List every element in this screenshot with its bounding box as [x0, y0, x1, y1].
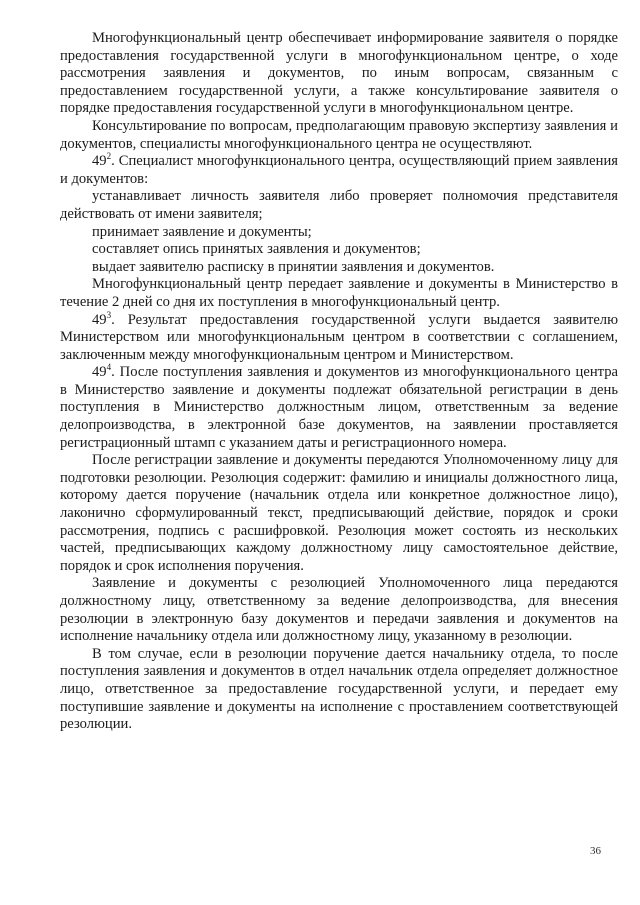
paragraph-text: выдает заявителю расписку в принятии заявления и документов. [92, 258, 495, 275]
paragraph-text: . Результат предоставления государственной услуги выдается заявителю Министерством или многофункциональным центром в соответствии с соглашением, заключенным между многофункциональным центром и Министерством. [60, 311, 618, 363]
paragraph-text: принимает заявление и документы; [92, 223, 312, 240]
paragraph-7 [60, 259, 618, 277]
paragraph-text: Заявление и документы с резолюцией Уполномоченного лица передаются должностному лицу, ответственному за ведение делопроизводства, для внесения резолюции в электронную базу документов и передачи заявления и документов на исполнение начальнику отдела или должностному лицу, указанному в резолюции. [60, 575, 618, 645]
paragraph-number: 49 [92, 364, 107, 381]
paragraph-text: . После поступления заявления и документов из многофункционального центра в Министерство заявление и документы подлежат обязательной регистрации в день поступления в Министерство должностным лицом, ответственным за ведение делопроизводства, в электронной базе документов, на заявлении проставляется регистрационный штамп с указанием даты и регистрационного номера. [60, 364, 618, 451]
paragraph-superscript: 3 [106, 309, 112, 320]
paragraph-5 [60, 224, 618, 242]
paragraph-text: . Специалист многофункционального центра, осуществляющий прием заявления и документов: [60, 153, 618, 187]
paragraph-text: В том случае, если в резолюции поручение дается начальнику отдела, то после поступления заявления и документов в отдел начальник отдела определяет должностное лицо, ответственное за предоставление государственной услуги, и передает ему поступившие заявление и документы на исполнение с проставлением соответствующей резолюции. [60, 645, 618, 733]
paragraph-number: 49 [92, 153, 107, 170]
paragraph-text: После регистрации заявление и документы передаются Уполномоченному лицу для подготовки резолюции. Резолюция содержит: фамилию и инициалы должностного лица, которому дается поручение (начальник отдела или конкретное должностное лицо), лаконично сформулированный текст, предписывающий действие, порядок и сроки рассмотрения, подпись с расшифровкой. Резолюция может состоять из нескольких частей, предписывающих каждому должностному лицу самостоятельное действие, порядок и срок исполнения поручения. [60, 452, 618, 574]
paragraph-8 [60, 276, 618, 311]
paragraph-11 [60, 452, 618, 575]
document-body [60, 30, 618, 734]
paragraph-4 [60, 188, 618, 223]
paragraph-3 [60, 153, 618, 188]
paragraph-text: Многофункциональный центр обеспечивает информирование заявителя о порядке предоставления государственной услуги в многофункциональном центре, о ходе рассмотрения заявления и документов, по иным вопросам, связанным с предоставлением государственной услуги, а также консультирование заявителя о порядке предоставления государственной услуги в многофункциональном центре. [60, 30, 618, 117]
paragraph-1 [60, 30, 618, 118]
paragraph-2 [60, 118, 618, 153]
paragraph-number: 49 [92, 311, 107, 328]
paragraph-superscript: 4 [106, 362, 112, 373]
paragraph-6 [60, 241, 618, 259]
paragraph-10 [60, 364, 618, 452]
paragraph-text: составляет опись принятых заявления и документов; [92, 241, 421, 258]
paragraph-13 [60, 646, 618, 734]
paragraph-text: Консультирование по вопросам, предполагающим правовую экспертизу заявления и документов, специалисты многофункционального центра не осуществляют. [60, 117, 618, 152]
paragraph-text: устанавливает личность заявителя либо проверяет полномочия представителя действовать от имени заявителя; [60, 188, 618, 222]
paragraph-superscript: 2 [106, 151, 112, 162]
page-number: 36 [590, 845, 601, 857]
paragraph-text: Многофункциональный центр передает заявление и документы в Министерство в течение 2 дней со дня их поступления в многофункциональный центр. [60, 276, 618, 310]
paragraph-12 [60, 575, 618, 645]
paragraph-9 [60, 309, 618, 365]
